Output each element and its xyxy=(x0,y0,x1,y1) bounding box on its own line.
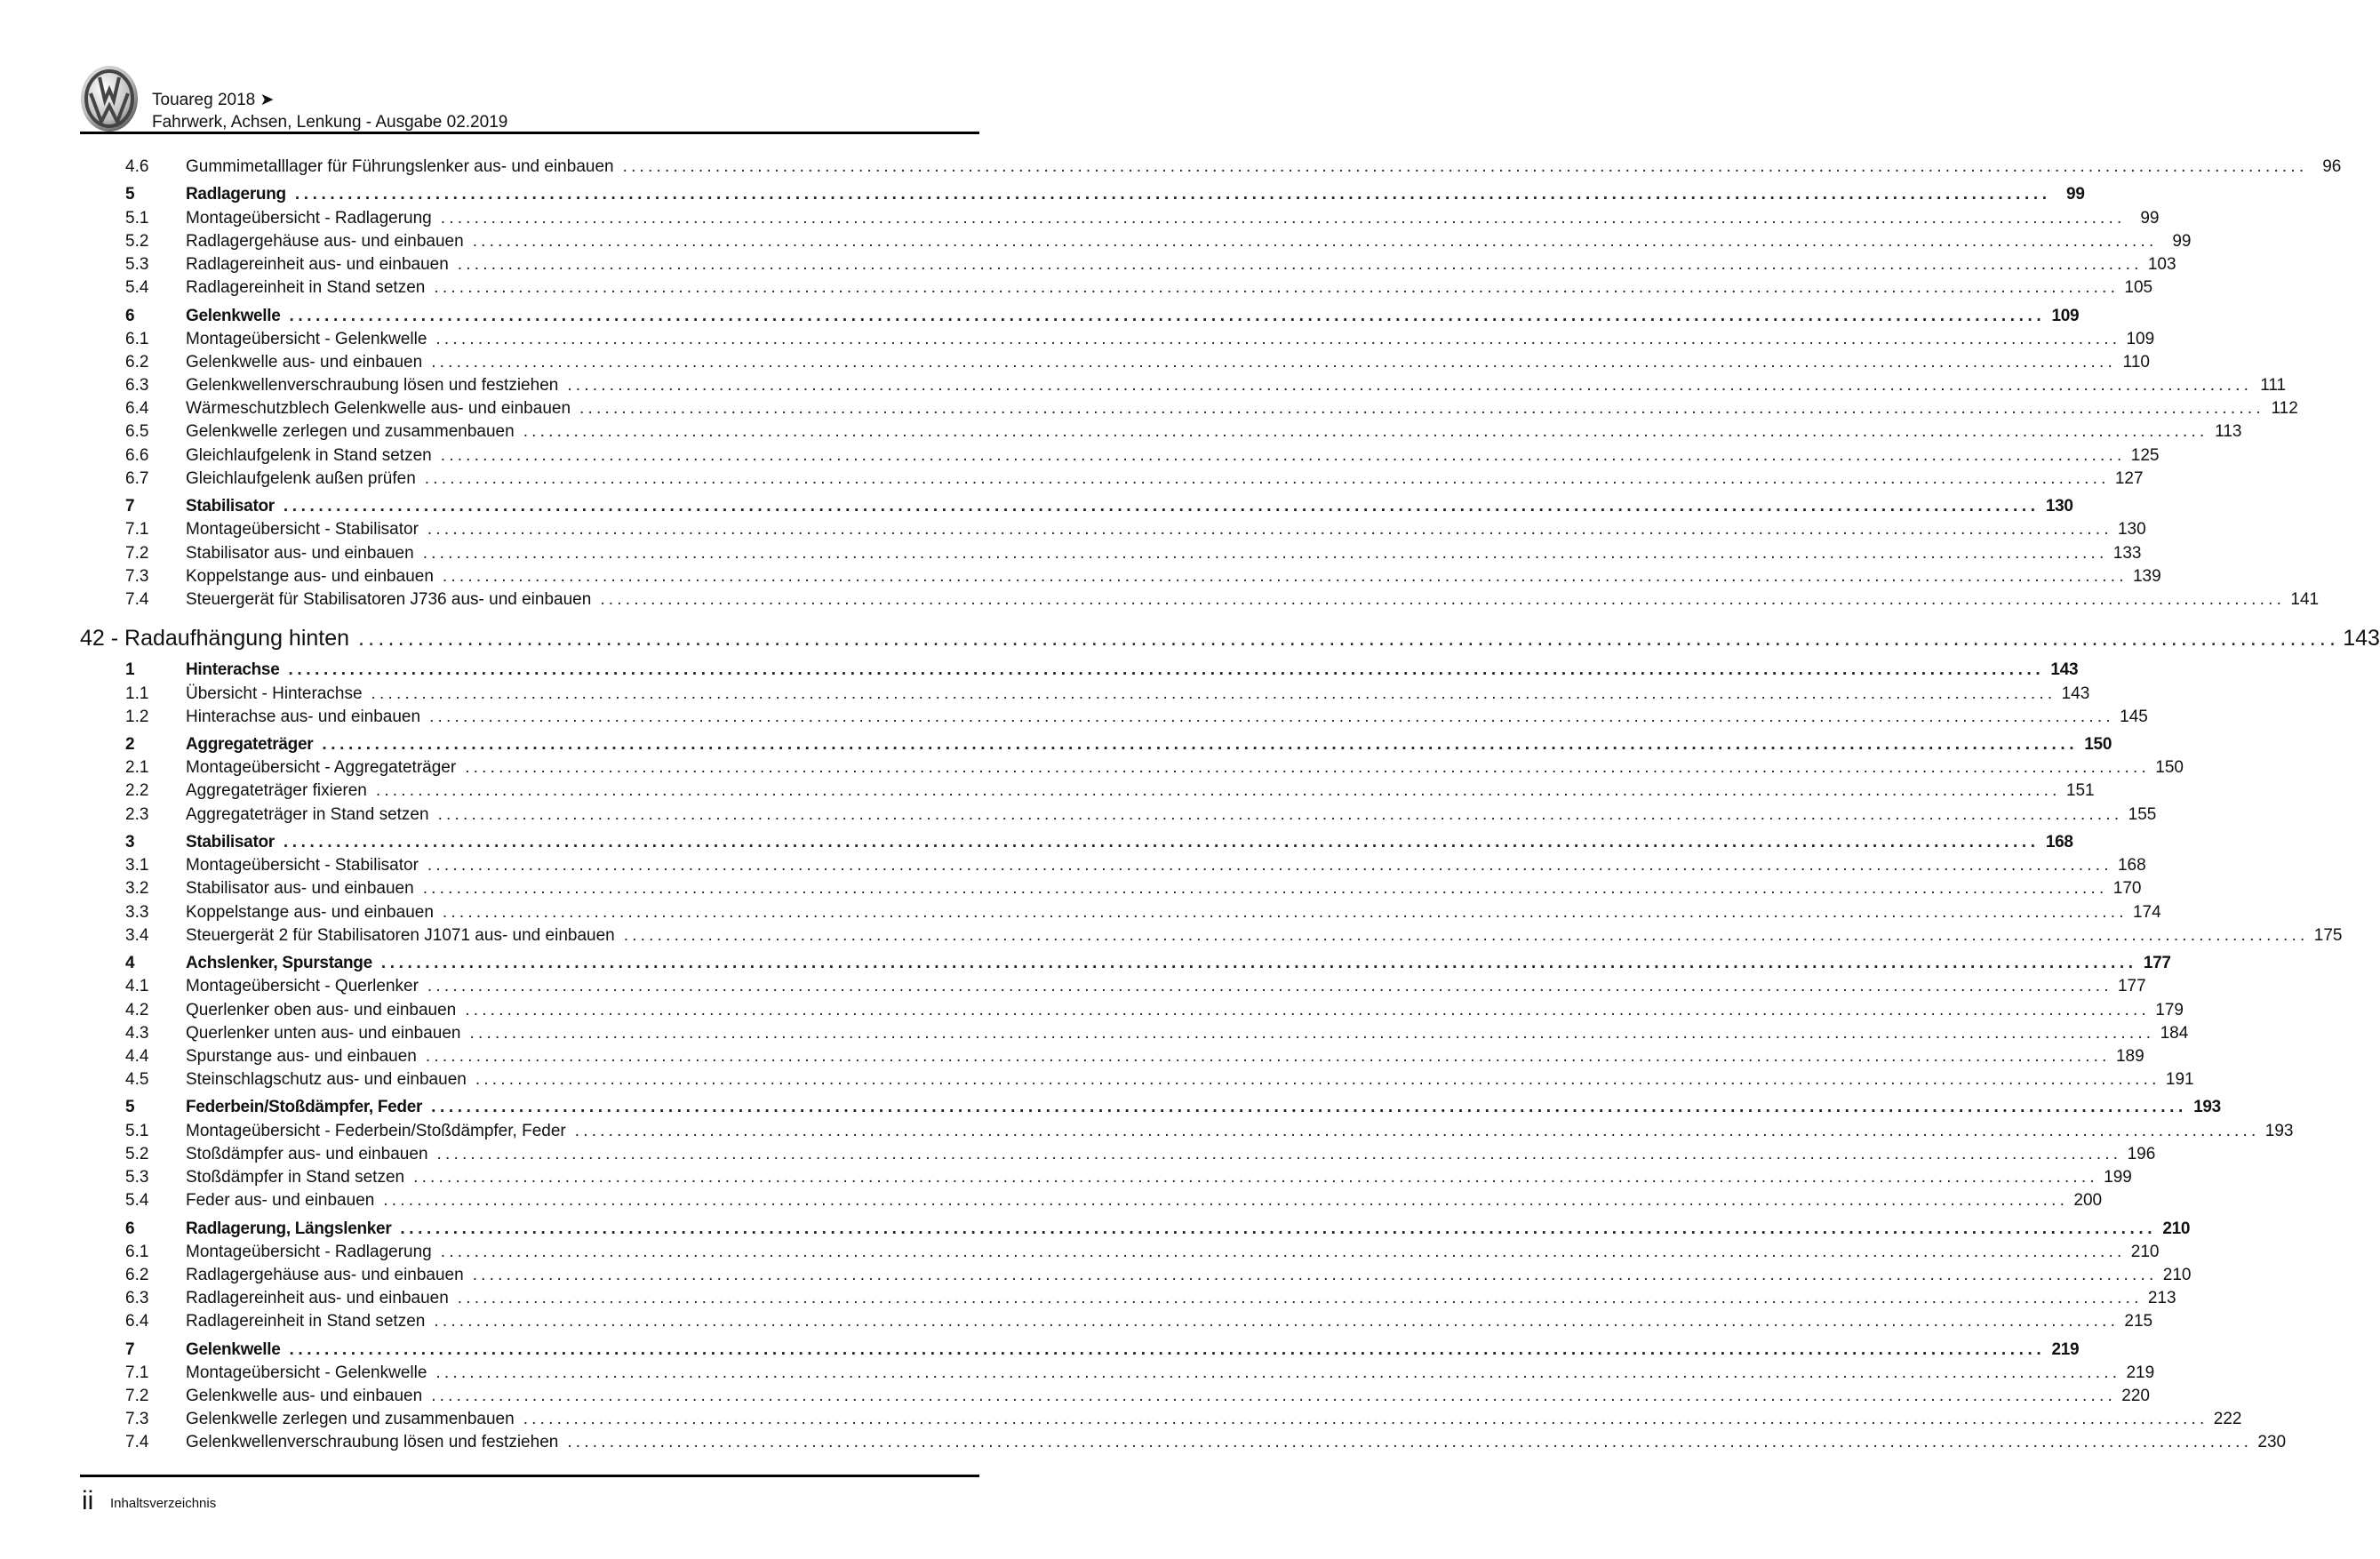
dot-leader: ........................................................................................................................................................................................................ xyxy=(322,735,2079,755)
toc-entry[interactable] xyxy=(80,520,2146,543)
toc-section[interactable] xyxy=(80,660,2079,684)
toc-section[interactable] xyxy=(80,735,2112,758)
toc-number: 3 xyxy=(125,833,135,851)
toc-page: 155 xyxy=(2128,804,2157,824)
toc-number: 4.3 xyxy=(125,1023,149,1043)
toc-page: 170 xyxy=(2112,879,2142,899)
toc-entry[interactable] xyxy=(80,1433,2287,1456)
toc-title: Steuergerät für Stabilisatoren J736 aus- und einbauen xyxy=(186,589,592,609)
toc-title: Stoßdämpfer in Stand setzen xyxy=(186,1168,405,1187)
toc-title: Spurstange aus- und einbauen xyxy=(186,1046,417,1066)
toc-section[interactable] xyxy=(80,954,2171,977)
toc-number: 5.1 xyxy=(125,1121,149,1140)
toc-chapter[interactable] xyxy=(80,626,2380,656)
toc-number: 7 xyxy=(125,1339,135,1359)
toc-title: Koppelstange aus- und einbauen xyxy=(186,566,434,586)
toc-page: 210 xyxy=(2162,1219,2191,1238)
document-subtitle: Fahrwerk, Achsen, Lenkung - Ausgabe 02.2019 xyxy=(152,113,508,132)
toc-number: 5.3 xyxy=(125,254,149,274)
dot-leader: ........................................................................................................................................................................................................ xyxy=(623,925,2309,945)
dot-leader: ........................................................................................................................................................................................................ xyxy=(472,231,2158,251)
toc-page: 110 xyxy=(2122,352,2150,372)
toc-title: 42 - Radaufhängung hinten xyxy=(80,626,350,652)
dot-leader: ........................................................................................................................................................................................................ xyxy=(622,157,2308,176)
toc-title: Gummimetalllager für Führungslenker aus- und einbauen xyxy=(186,157,614,176)
toc-title: Radlagergehäuse aus- und einbauen xyxy=(186,1265,464,1284)
dot-leader: ........................................................................................................................................................................................................ xyxy=(440,445,2126,465)
toc-entry[interactable] xyxy=(80,254,2176,278)
toc-title: Radlagergehäuse aus- und einbauen xyxy=(186,231,464,251)
footer-page-number: ii xyxy=(82,1486,94,1515)
toc-number: 2 xyxy=(125,735,135,755)
toc-entry[interactable] xyxy=(80,1410,2242,1433)
dot-leader: ........................................................................................................................................................................................................ xyxy=(434,278,2120,298)
toc-title: Hinterachse aus- und einbauen xyxy=(186,707,421,726)
dot-leader: ........................................................................................................................................................................................................ xyxy=(289,1339,2046,1359)
toc-section[interactable] xyxy=(80,833,2073,856)
toc-number: 6 xyxy=(125,306,135,325)
dot-leader: ........................................................................................................................................................................................................ xyxy=(383,1191,2069,1211)
footer-label: Inhaltsverzeichnis xyxy=(110,1496,217,1511)
toc-entry[interactable] xyxy=(80,208,2160,232)
dot-leader: ........................................................................................................................................................................................................ xyxy=(435,329,2121,348)
toc-page: 143 xyxy=(2050,660,2079,680)
toc-entry[interactable] xyxy=(80,1070,2194,1093)
toc-entry[interactable] xyxy=(80,1191,2103,1214)
header-rule xyxy=(80,132,979,134)
toc-page: 150 xyxy=(2084,735,2112,755)
toc-title: Federbein/Stoßdämpfer, Feder xyxy=(186,1098,423,1117)
toc-page: 168 xyxy=(2045,833,2073,851)
toc-title: Gelenkwelle zerlegen und zusammenbauen xyxy=(186,1410,515,1429)
dot-leader: ........................................................................................................................................................................................................ xyxy=(425,1046,2111,1066)
toc-page: 109 xyxy=(2126,329,2155,348)
toc-entry[interactable] xyxy=(80,329,2155,353)
toc-number: 3.1 xyxy=(125,856,149,875)
dot-leader: ........................................................................................................................................................................................................ xyxy=(400,1219,2157,1238)
toc-title: Gelenkwellenverschraubung lösen und festziehen xyxy=(186,376,559,396)
toc-entry[interactable] xyxy=(80,376,2287,399)
toc-page: 141 xyxy=(2290,589,2320,609)
document-model-title: Touareg 2018 ➤ xyxy=(152,91,275,109)
toc-entry[interactable] xyxy=(80,566,2161,590)
toc-entry[interactable] xyxy=(80,1363,2155,1387)
toc-title: Montageübersicht - Radlagerung xyxy=(186,208,432,228)
dot-leader: ........................................................................................................................................................................................................ xyxy=(427,977,2112,996)
toc-title: Feder aus- und einbauen xyxy=(186,1191,375,1211)
toc-title: Radlagereinheit in Stand setzen xyxy=(186,1312,426,1331)
toc-number: 1.2 xyxy=(125,707,149,726)
toc-number: 5.4 xyxy=(125,278,149,298)
dot-leader: ........................................................................................................................................................................................................ xyxy=(523,422,2208,442)
dot-leader: ........................................................................................................................................................................................................ xyxy=(434,1312,2120,1331)
toc-title: Steinschlagschutz aus- und einbauen xyxy=(186,1070,467,1090)
toc-entry[interactable] xyxy=(80,1144,2156,1168)
toc-entry[interactable] xyxy=(80,278,2153,301)
toc-title: Querlenker unten aus- und einbauen xyxy=(186,1023,461,1043)
toc-page: 174 xyxy=(2132,902,2161,922)
toc-page: 189 xyxy=(2115,1046,2144,1066)
toc-title: Hinterachse xyxy=(186,660,280,680)
toc-page: 112 xyxy=(2271,399,2298,419)
dot-leader: ........................................................................................................................................................................................................ xyxy=(375,781,2061,801)
toc-number: 4.1 xyxy=(125,977,149,996)
toc-title: Stabilisator aus- und einbauen xyxy=(186,879,414,899)
toc-number: 6.4 xyxy=(125,399,149,419)
toc-entry[interactable] xyxy=(80,1289,2176,1312)
dot-leader: ........................................................................................................................................................................................................ xyxy=(440,208,2126,228)
toc-number: 5.3 xyxy=(125,1168,149,1187)
toc-entry[interactable] xyxy=(80,804,2157,828)
toc-title: Wärmeschutzblech Gelenkwelle aus- und einbauen xyxy=(186,399,571,419)
toc-title: Gleichlaufgelenk in Stand setzen xyxy=(186,445,432,465)
toc-page: 219 xyxy=(2126,1363,2155,1382)
toc-section[interactable] xyxy=(80,497,2073,520)
toc-page: 210 xyxy=(2162,1265,2192,1284)
dot-leader: ........................................................................................................................................................................................................ xyxy=(465,1000,2150,1019)
toc-number: 6.3 xyxy=(125,376,149,396)
toc-number: 3.3 xyxy=(125,902,149,922)
toc-entry[interactable] xyxy=(80,1000,2184,1024)
toc-entry[interactable] xyxy=(80,589,2320,613)
toc-entry[interactable] xyxy=(80,1387,2150,1410)
toc-page: 143 xyxy=(2343,626,2380,652)
dot-leader: ........................................................................................................................................................................................................ xyxy=(422,879,2108,899)
toc-title: Montageübersicht - Radlagerung xyxy=(186,1242,432,1261)
toc-title: Montageübersicht - Stabilisator xyxy=(186,520,419,540)
toc-title: Übersicht - Hinterachse xyxy=(186,684,363,703)
toc-page: 168 xyxy=(2117,856,2146,875)
toc-entry[interactable] xyxy=(80,856,2146,879)
dot-leader: ........................................................................................................................................................................................................ xyxy=(431,352,2116,372)
toc-title: Aggregateträger xyxy=(186,735,314,755)
toc-section[interactable] xyxy=(80,1219,2191,1243)
toc-number: 7.3 xyxy=(125,1410,149,1429)
dot-leader: ........................................................................................................................................................................................................ xyxy=(371,684,2057,703)
dot-leader: ........................................................................................................................................................................................................ xyxy=(380,954,2137,973)
toc-page: 177 xyxy=(2117,977,2146,996)
toc-entry[interactable] xyxy=(80,1265,2192,1289)
toc-title: Montageübersicht - Gelenkwelle xyxy=(186,1363,427,1382)
toc-title: Montageübersicht - Querlenker xyxy=(186,977,419,996)
dot-leader: ........................................................................................................................................................................................................ xyxy=(574,1121,2260,1140)
toc-entry[interactable] xyxy=(80,1121,2294,1145)
toc-title: Radlagereinheit aus- und einbauen xyxy=(186,1289,449,1308)
toc-number: 6.4 xyxy=(125,1312,149,1331)
toc-page: 200 xyxy=(2073,1191,2103,1211)
toc-number: 5.4 xyxy=(125,1191,149,1211)
toc-entry[interactable] xyxy=(80,157,2342,180)
vw-logo xyxy=(80,65,139,132)
toc-number: 7.3 xyxy=(125,566,149,586)
toc-page: 96 xyxy=(2322,157,2342,176)
toc-entry[interactable] xyxy=(80,399,2298,422)
toc-page: 196 xyxy=(2127,1144,2156,1163)
toc-title: Montageübersicht - Aggregateträger xyxy=(186,758,457,778)
dot-leader: ........................................................................................................................................................................................................ xyxy=(427,520,2112,540)
toc-page: 133 xyxy=(2112,543,2142,563)
toc-number: 5.2 xyxy=(125,231,149,251)
toc-page: 220 xyxy=(2121,1387,2150,1406)
dot-leader: ........................................................................................................................................................................................................ xyxy=(435,1363,2121,1382)
toc-title: Aggregateträger in Stand setzen xyxy=(186,804,429,824)
toc-entry[interactable] xyxy=(80,1242,2160,1266)
toc-page: 111 xyxy=(2260,376,2287,396)
dot-leader: ........................................................................................................................................................................................................ xyxy=(358,626,2340,652)
toc-entry[interactable] xyxy=(80,684,2090,708)
toc-title: Stabilisator xyxy=(186,497,275,516)
dot-leader: ........................................................................................................................................................................................................ xyxy=(427,856,2112,875)
toc-page: 191 xyxy=(2165,1070,2194,1090)
toc-number: 7.1 xyxy=(125,1363,149,1382)
toc-number: 2.2 xyxy=(125,781,149,801)
toc-page: 213 xyxy=(2147,1289,2176,1308)
toc-number: 6.6 xyxy=(125,445,149,465)
toc-page: 109 xyxy=(2051,306,2080,325)
toc-page: 150 xyxy=(2155,758,2184,778)
toc-page: 130 xyxy=(2045,497,2073,516)
toc-number: 6.7 xyxy=(125,468,149,488)
toc-number: 4.4 xyxy=(125,1046,149,1066)
toc-section[interactable] xyxy=(80,1339,2080,1363)
dot-leader: ........................................................................................................................................................................................................ xyxy=(465,758,2150,778)
toc-entry[interactable] xyxy=(80,879,2142,902)
dot-leader: ........................................................................................................................................................................................................ xyxy=(413,1168,2098,1187)
dot-leader: ........................................................................................................................................................................................................ xyxy=(442,902,2128,922)
toc-title: Radlagereinheit in Stand setzen xyxy=(186,278,426,298)
toc-page: 99 xyxy=(2172,231,2192,251)
toc-number: 6.5 xyxy=(125,422,149,442)
toc-title: Gelenkwelle aus- und einbauen xyxy=(186,352,423,372)
toc-number: 1.1 xyxy=(125,684,149,703)
dot-leader: ........................................................................................................................................................................................................ xyxy=(567,376,2253,396)
toc-page: 143 xyxy=(2061,684,2090,703)
dot-leader: ........................................................................................................................................................................................................ xyxy=(567,1433,2253,1452)
toc-title: Stabilisator aus- und einbauen xyxy=(186,543,414,563)
toc-number: 7.4 xyxy=(125,1433,149,1452)
toc-page: 199 xyxy=(2104,1168,2132,1187)
dot-leader: ........................................................................................................................................................................................................ xyxy=(600,589,2286,609)
toc-number: 6.2 xyxy=(125,352,149,372)
toc-number: 1 xyxy=(125,660,135,680)
toc-page: 99 xyxy=(2066,185,2085,204)
dot-leader: ........................................................................................................................................................................................................ xyxy=(294,185,2051,204)
toc-number: 4.2 xyxy=(125,1000,149,1019)
dot-leader: ........................................................................................................................................................................................................ xyxy=(288,660,2045,680)
toc-page: 99 xyxy=(2140,208,2160,228)
toc-number: 3.2 xyxy=(125,879,149,899)
toc-title: Stoßdämpfer aus- und einbauen xyxy=(186,1144,428,1163)
toc-title: Aggregateträger fixieren xyxy=(186,781,367,801)
toc-number: 3.4 xyxy=(125,925,149,945)
toc-entry[interactable] xyxy=(80,1023,2189,1047)
toc-number: 7.2 xyxy=(125,543,149,563)
toc-number: 5 xyxy=(125,185,135,204)
toc-title: Radlagerung xyxy=(186,185,286,204)
toc-number: 7.4 xyxy=(125,589,149,609)
toc-entry[interactable] xyxy=(80,231,2192,255)
toc-entry[interactable] xyxy=(80,781,2095,804)
toc-entry[interactable] xyxy=(80,977,2146,1000)
dot-leader: ........................................................................................................................................................................................................ xyxy=(437,804,2123,824)
toc-title: Gelenkwelle aus- und einbauen xyxy=(186,1387,423,1406)
toc-title: Gelenkwelle xyxy=(186,1339,281,1359)
toc-number: 5 xyxy=(125,1098,135,1117)
toc-number: 5.2 xyxy=(125,1144,149,1163)
toc-entry[interactable] xyxy=(80,1168,2132,1191)
dot-leader: ........................................................................................................................................................................................................ xyxy=(523,1410,2208,1429)
toc-title: Stabilisator xyxy=(186,833,275,851)
toc-title: Montageübersicht - Gelenkwelle xyxy=(186,329,427,348)
toc-entry[interactable] xyxy=(80,1046,2144,1070)
toc-title: Montageübersicht - Federbein/Stoßdämpfer, Feder xyxy=(186,1121,566,1140)
toc-number: 6.2 xyxy=(125,1265,149,1284)
toc-section[interactable] xyxy=(80,185,2085,208)
toc-page: 130 xyxy=(2117,520,2146,540)
dot-leader: ........................................................................................................................................................................................................ xyxy=(457,1289,2143,1308)
dot-leader: ........................................................................................................................................................................................................ xyxy=(424,468,2110,488)
toc-number: 7 xyxy=(125,497,135,516)
toc-title: Radlagereinheit aus- und einbauen xyxy=(186,254,449,274)
toc-page: 230 xyxy=(2257,1433,2287,1452)
toc-entry[interactable] xyxy=(80,468,2144,492)
footer-rule xyxy=(80,1475,979,1477)
toc-number: 5.1 xyxy=(125,208,149,228)
toc-page: 139 xyxy=(2132,566,2161,586)
dot-leader: ........................................................................................................................................................................................................ xyxy=(289,306,2046,325)
toc-title: Querlenker oben aus- und einbauen xyxy=(186,1000,457,1019)
toc-page: 219 xyxy=(2051,1339,2080,1359)
toc-page: 113 xyxy=(2215,422,2242,442)
toc-number: 2.3 xyxy=(125,804,149,824)
toc-page: 177 xyxy=(2143,954,2171,973)
dot-leader: ........................................................................................................................................................................................................ xyxy=(475,1070,2160,1090)
toc-number: 7.1 xyxy=(125,520,149,540)
toc-page: 127 xyxy=(2114,468,2144,488)
toc-entry[interactable] xyxy=(80,707,2148,731)
toc-entry[interactable] xyxy=(80,543,2142,567)
toc-page: 125 xyxy=(2130,445,2160,465)
toc-title: Montageübersicht - Stabilisator xyxy=(186,856,419,875)
toc-number: 2.1 xyxy=(125,758,149,778)
toc-page: 210 xyxy=(2130,1242,2160,1261)
dot-leader: ........................................................................................................................................................................................................ xyxy=(283,833,2040,851)
table-of-contents xyxy=(80,157,2380,1457)
toc-number: 6.1 xyxy=(125,329,149,348)
toc-entry[interactable] xyxy=(80,352,2150,376)
toc-title: Steuergerät 2 für Stabilisatoren J1071 aus- und einbauen xyxy=(186,925,615,945)
toc-entry[interactable] xyxy=(80,1312,2153,1335)
toc-number: 6.3 xyxy=(125,1289,149,1308)
toc-entry[interactable] xyxy=(80,445,2160,469)
toc-page: 105 xyxy=(2124,278,2153,298)
toc-number: 7.2 xyxy=(125,1387,149,1406)
toc-title: Gleichlaufgelenk außen prüfen xyxy=(186,468,416,488)
toc-section[interactable] xyxy=(80,306,2080,330)
dot-leader: ........................................................................................................................................................................................................ xyxy=(429,707,2114,726)
dot-leader: ........................................................................................................................................................................................................ xyxy=(431,1387,2116,1406)
dot-leader: ........................................................................................................................................................................................................ xyxy=(440,1242,2126,1261)
toc-page: 145 xyxy=(2120,707,2148,726)
toc-page: 193 xyxy=(2193,1098,2221,1117)
toc-page: 179 xyxy=(2155,1000,2184,1019)
toc-number: 4 xyxy=(125,954,135,973)
dot-leader: ........................................................................................................................................................................................................ xyxy=(469,1023,2155,1043)
toc-number: 4.6 xyxy=(125,157,149,176)
toc-entry[interactable] xyxy=(80,758,2184,781)
toc-title: Gelenkwellenverschraubung lösen und festziehen xyxy=(186,1433,559,1452)
toc-number: 6 xyxy=(125,1219,135,1238)
toc-section[interactable] xyxy=(80,1098,2221,1121)
dot-leader: ........................................................................................................................................................................................................ xyxy=(431,1098,2187,1117)
dot-leader: ........................................................................................................................................................................................................ xyxy=(472,1265,2158,1284)
toc-entry[interactable] xyxy=(80,422,2242,445)
dot-leader: ........................................................................................................................................................................................................ xyxy=(422,543,2108,563)
toc-title: Gelenkwelle zerlegen und zusammenbauen xyxy=(186,422,515,442)
toc-page: 215 xyxy=(2124,1312,2153,1331)
dot-leader: ........................................................................................................................................................................................................ xyxy=(283,497,2040,516)
toc-page: 103 xyxy=(2147,254,2176,274)
toc-title: Koppelstange aus- und einbauen xyxy=(186,902,434,922)
toc-page: 175 xyxy=(2313,925,2343,945)
toc-entry[interactable] xyxy=(80,902,2161,926)
toc-entry[interactable] xyxy=(80,925,2343,949)
toc-page: 151 xyxy=(2065,781,2095,801)
toc-number: 4.5 xyxy=(125,1070,149,1090)
toc-page: 193 xyxy=(2264,1121,2294,1140)
dot-leader: ........................................................................................................................................................................................................ xyxy=(436,1144,2122,1163)
toc-page: 222 xyxy=(2213,1410,2242,1429)
toc-title: Achslenker, Spurstange xyxy=(186,954,372,973)
toc-page: 184 xyxy=(2160,1023,2189,1043)
dot-leader: ........................................................................................................................................................................................................ xyxy=(457,254,2143,274)
dot-leader: ........................................................................................................................................................................................................ xyxy=(442,566,2128,586)
toc-title: Gelenkwelle xyxy=(186,306,281,325)
toc-title: Radlagerung, Längslenker xyxy=(186,1219,392,1238)
dot-leader: ........................................................................................................................................................................................................ xyxy=(579,399,2264,419)
toc-number: 6.1 xyxy=(125,1242,149,1261)
